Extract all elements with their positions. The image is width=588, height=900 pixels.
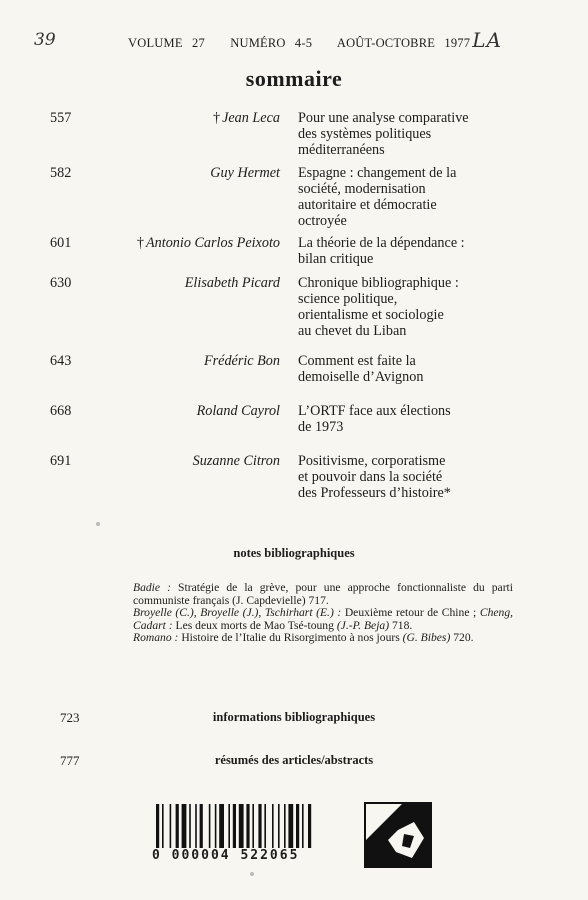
entry-title-line: Comment est faite la: [298, 353, 416, 369]
entry-author: [193, 453, 280, 469]
barcode-bar: [272, 804, 274, 848]
entry-title: [298, 235, 548, 267]
abstracts-page: 777: [60, 753, 80, 768]
barcode-bar: [209, 804, 211, 848]
entry-title-line: Pour une analyse comparative: [298, 110, 469, 126]
entry-author: [137, 235, 280, 251]
entry-author: [204, 353, 280, 369]
entry-title-line: des systèmes politiques: [298, 126, 432, 142]
barcode-bar: [219, 804, 224, 848]
entry-author-name: Jean Leca: [222, 110, 280, 126]
entry-title-line: des Professeurs d’histoire*: [298, 485, 451, 501]
entry-author: [213, 110, 280, 126]
entry-author-name: Suzanne Citron: [192, 453, 280, 469]
entry-title-line: société, modernisation: [298, 181, 426, 197]
note-item: Broyelle (C.), Broyelle (J.), Tschirhart (E.) : Deuxième retour de Chine ; Cheng, Cadart : Les deux morts de Mao Tsé-toung (J.-P. Beja) 718.: [133, 606, 514, 632]
entry-author-name: Guy Hermet: [210, 165, 280, 181]
issue-date: AOÛT-OCTOBRE 1977: [336, 36, 471, 50]
entry-title-line: autoritaire et démocratie: [298, 197, 437, 213]
note-item: Romano : Histoire de l’Italie du Risorgimento à nos jours (G. Bibes) 720.: [133, 631, 474, 645]
entry-title: [298, 165, 548, 229]
entry-page: 582: [50, 165, 72, 181]
issue-number: NUMÉRO 4-5: [230, 36, 313, 50]
barcode-bar: [264, 804, 266, 848]
barcode-bar: [228, 804, 230, 848]
barcode-bar: [258, 804, 261, 848]
barcode-bar: [176, 804, 179, 848]
barcode-bar: [162, 804, 164, 848]
entry-author-name: Frédéric Bon: [203, 353, 280, 369]
barcode-bar: [200, 804, 203, 848]
entry-title-line: La théorie de la dépendance :: [298, 235, 465, 251]
entry-title: [298, 353, 548, 385]
entry-title-line: Espagne : changement de la: [298, 165, 457, 181]
barcode-bar: [156, 804, 159, 848]
barcode-bar: [182, 804, 187, 848]
entry-title-line: L’ORTF face aux élections: [298, 403, 451, 419]
barcode-bar: [302, 804, 304, 848]
barcode-bar: [246, 804, 249, 848]
barcode-bar: [284, 804, 286, 848]
barcode-bar: [308, 804, 311, 848]
entry-page: 557: [50, 110, 72, 126]
entry-title-line: et pouvoir dans la société: [298, 469, 443, 485]
notes-heading: notes bibliographiques: [233, 546, 355, 560]
info-label: informations bibliographiques: [212, 710, 376, 724]
entry-author-name: Antonio Carlos Peixoto: [146, 235, 280, 251]
entry-title-line: Chronique bibliographique :: [298, 275, 459, 291]
entry-title-line: de 1973: [298, 419, 344, 435]
handwritten-tick-icon: †: [136, 235, 144, 251]
note-item: Badie : Stratégie de la grève, pour une approche fonctionnaliste du parti communiste français (J. Capdevielle) 717.: [133, 581, 513, 607]
paper-speck: [250, 872, 254, 876]
entry-author: [197, 403, 280, 419]
barcode-bar: [189, 804, 191, 848]
barcode-bar: [288, 804, 293, 848]
barcode-bar: [215, 804, 217, 848]
barcode-bar: [239, 804, 244, 848]
barcode-digits: 0 000004 522065: [152, 848, 358, 863]
handwritten-tick-icon: †: [212, 110, 221, 126]
barcode-bar: [170, 804, 172, 848]
entry-title-line: octroyée: [298, 213, 347, 229]
barcode-bar: [278, 804, 280, 848]
entry-author-name: Roland Cayrol: [196, 403, 280, 419]
paper-speck: [96, 522, 100, 526]
abstracts-label: résumés des articles/abstracts: [214, 753, 374, 767]
entry-author: [210, 165, 280, 181]
entry-page: 691: [50, 453, 72, 469]
contents-title: sommaire: [245, 66, 343, 91]
entry-title-line: méditerranéens: [298, 142, 385, 158]
entry-title-line: bilan critique: [298, 251, 374, 267]
entry-title: [298, 403, 548, 435]
barcode-bar: [252, 804, 254, 848]
handwritten-initials: LA: [472, 28, 502, 52]
entry-title-line: science politique,: [298, 291, 398, 307]
entry-author: [185, 275, 280, 291]
entry-title-line: orientalisme et sociologie: [298, 307, 444, 323]
entry-title-line: au chevet du Liban: [298, 323, 407, 339]
entry-page: 630: [50, 275, 72, 291]
entry-author-name: Elisabeth Picard: [184, 275, 280, 291]
entry-title: [298, 110, 548, 158]
notes-list: [133, 582, 513, 645]
barcode-bar: [233, 804, 236, 848]
entry-page: 601: [50, 235, 72, 251]
entry-page: 668: [50, 403, 72, 419]
entry-title-line: Positivisme, corporatisme: [298, 453, 446, 469]
entry-title-line: demoiselle d’Avignon: [298, 369, 424, 385]
entry-title: [298, 453, 548, 501]
entry-title: [298, 275, 548, 339]
entry-page: 643: [50, 353, 72, 369]
barcode-bar: [296, 804, 299, 848]
volume: VOLUME 27: [128, 36, 205, 50]
barcode-bar: [195, 804, 197, 848]
publisher-logo-icon: [364, 802, 432, 868]
journal-header: [128, 36, 486, 51]
info-page: 723: [60, 710, 80, 725]
handwritten-page-number: 39: [34, 30, 56, 50]
